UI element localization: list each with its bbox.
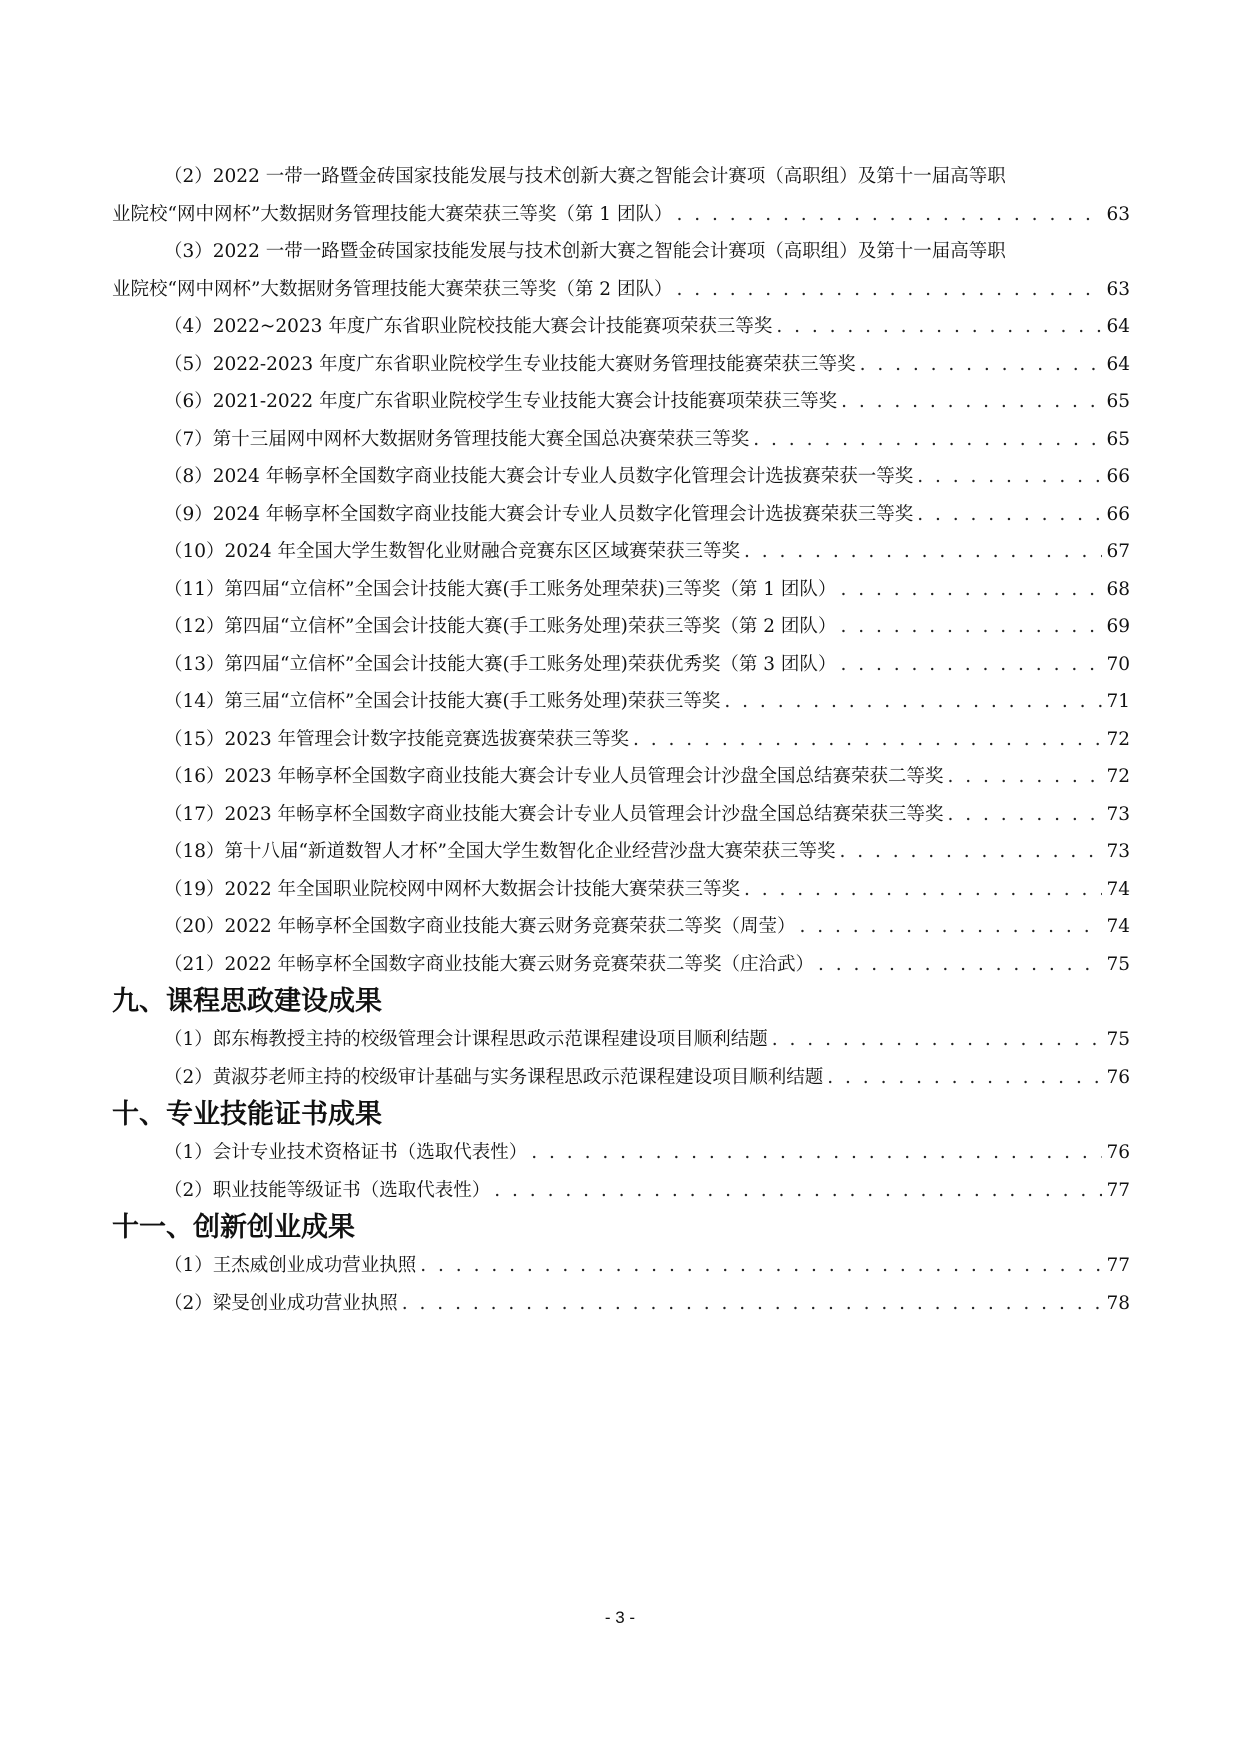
toc-entry-page: 72 (1106, 766, 1130, 787)
dot-leader (676, 196, 1102, 234)
toc-entry-title: （1）会计专业技术资格证书（选取代表性） (164, 1142, 528, 1163)
toc-entry-title: （14）第三届“立信杯”全国会计技能大赛(手工账务处理)荣获三等奖 (164, 691, 721, 712)
toc-entry-title: （5）2022-2023 年度广东省职业院校学生专业技能大赛财务管理技能赛荣获三等奖 (164, 353, 856, 375)
toc-entry[interactable] (112, 871, 1130, 909)
dot-leader (402, 1285, 1103, 1323)
toc-entry-page: 74 (1106, 878, 1130, 900)
page-number: - 3 - (604, 1608, 636, 1627)
dot-leader (841, 383, 1102, 421)
toc-entry-title: （15）2023 年管理会计数字技能竞赛选拔赛荣获三等奖 (164, 728, 630, 750)
dot-leader (827, 1059, 1102, 1097)
dot-leader (724, 683, 1102, 721)
toc-entry-title: （8）2024 年畅享杯全国数字商业技能大赛会计专业人员数字化管理会计选拔赛荣获一等奖 (164, 466, 914, 487)
toc-entry-title-line2: 业院校“网中网杯”大数据财务管理技能大赛荣获三等奖（第 2 团队） (112, 278, 673, 300)
toc-entry[interactable] (112, 421, 1130, 459)
toc-entry-page: 75 (1106, 953, 1130, 975)
toc-entry-page: 73 (1106, 803, 1130, 825)
dot-leader (948, 758, 1103, 796)
dot-leader (776, 308, 1102, 346)
toc-entry-page: 73 (1106, 841, 1130, 862)
dot-leader (772, 1021, 1103, 1059)
toc-entry[interactable] (112, 233, 1130, 308)
toc-entry-page: 75 (1106, 1029, 1130, 1050)
toc-entry-page: 64 (1106, 353, 1130, 375)
toc-entry-page: 63 (1106, 203, 1130, 225)
toc-entry-page: 76 (1106, 1142, 1130, 1163)
dot-leader (744, 871, 1102, 909)
toc-entry-title: （4）2022~2023 年度广东省职业院校技能大赛会计技能赛项荣获三等奖 (164, 316, 773, 337)
section-heading[interactable]: 九、课程思政建设成果 (112, 986, 382, 1017)
toc-entry-title: （10）2024 年全国大学生数智化业财融合竞赛东区区域赛荣获三等奖 (164, 541, 741, 562)
dot-leader (753, 421, 1102, 459)
toc-entry-page: 63 (1106, 278, 1130, 300)
dot-leader (860, 346, 1103, 384)
toc-entry-page: 77 (1106, 1255, 1130, 1276)
toc-entry[interactable] (112, 383, 1130, 421)
toc-entry-page: 68 (1106, 578, 1130, 600)
dot-leader (840, 608, 1102, 646)
toc-entry[interactable] (112, 496, 1130, 534)
dot-leader (917, 496, 1102, 534)
toc-entry[interactable] (112, 796, 1130, 834)
toc-entry-title: （9）2024 年畅享杯全国数字商业技能大赛会计专业人员数字化管理会计选拔赛荣获三等奖 (164, 503, 914, 525)
toc-entry-title: （7）第十三届网中网杯大数据财务管理技能大赛全国总决赛荣获三等奖 (164, 428, 750, 450)
toc-entry-title: （6）2021-2022 年度广东省职业院校学生专业技能大赛会计技能赛项荣获三等奖 (164, 391, 838, 412)
toc-entry-title: （20）2022 年畅享杯全国数字商业技能大赛云财务竞赛荣获二等奖（周莹） (164, 916, 796, 937)
toc-entry[interactable] (112, 1247, 1130, 1285)
toc-entry[interactable] (112, 721, 1130, 759)
toc-entry-page: 69 (1106, 616, 1130, 637)
toc-entry[interactable] (112, 833, 1130, 871)
toc-entry[interactable] (112, 571, 1130, 609)
toc-entry[interactable] (112, 608, 1130, 646)
toc-entry-title: （11）第四届“立信杯”全国会计技能大赛(手工账务处理荣获)三等奖（第 1 团队） (164, 578, 837, 600)
toc-entry[interactable] (112, 346, 1130, 384)
dot-leader (633, 721, 1102, 759)
toc-entry-title: （2）职业技能等级证书（选取代表性） (164, 1179, 491, 1201)
toc-entry[interactable] (112, 1134, 1130, 1172)
dot-leader (494, 1172, 1102, 1210)
toc-entry-page: 67 (1106, 541, 1130, 562)
dot-leader (676, 271, 1102, 309)
section-heading[interactable]: 十一、创新创业成果 (112, 1212, 355, 1243)
toc-entry[interactable] (112, 946, 1130, 984)
toc-entry[interactable] (112, 1285, 1130, 1323)
toc-entry-page: 66 (1106, 466, 1130, 487)
toc-entry[interactable] (112, 158, 1130, 233)
toc-entry[interactable] (112, 533, 1130, 571)
dot-leader (917, 458, 1102, 496)
toc-entry[interactable] (112, 458, 1130, 496)
toc-entry[interactable] (112, 758, 1130, 796)
dot-leader (840, 571, 1102, 609)
toc-entry-title: （2）黄淑芬老师主持的校级审计基础与实务课程思政示范课程建设项目顺利结题 (164, 1066, 824, 1088)
section-heading[interactable]: 十、专业技能证书成果 (112, 1099, 382, 1130)
toc-entry-page: 77 (1106, 1179, 1130, 1201)
toc-entry-page: 74 (1106, 916, 1130, 937)
toc-entry-title: （16）2023 年畅享杯全国数字商业技能大赛会计专业人员管理会计沙盘全国总结赛荣获二等奖 (164, 766, 944, 787)
toc-entry-page: 76 (1106, 1066, 1130, 1088)
toc-entry-page: 65 (1106, 428, 1130, 450)
toc-entry-title: （19）2022 年全国职业院校网中网杯大数据会计技能大赛荣获三等奖 (164, 878, 741, 900)
dot-leader (839, 833, 1102, 871)
toc-entry-title: （1）王杰威创业成功营业执照 (164, 1255, 417, 1276)
toc-entry[interactable] (112, 908, 1130, 946)
dot-leader (531, 1134, 1102, 1172)
dot-leader (800, 908, 1103, 946)
toc-entry[interactable] (112, 683, 1130, 721)
toc-entry-title-line2: 业院校“网中网杯”大数据财务管理技能大赛荣获三等奖（第 1 团队） (112, 203, 673, 225)
table-of-contents (112, 158, 1130, 1322)
toc-entry-title: （2）梁旻创业成功营业执照 (164, 1292, 398, 1314)
toc-entry-page: 78 (1106, 1292, 1130, 1314)
toc-entry[interactable] (112, 646, 1130, 684)
toc-entry-title: （21）2022 年畅享杯全国数字商业技能大赛云财务竞赛荣获二等奖（庄洽武） (164, 953, 815, 975)
toc-entry-page: 72 (1106, 728, 1130, 750)
toc-entry-title: （17）2023 年畅享杯全国数字商业技能大赛会计专业人员管理会计沙盘全国总结赛荣获三等奖 (164, 803, 944, 825)
toc-entry-title: （12）第四届“立信杯”全国会计技能大赛(手工账务处理)荣获三等奖（第 2 团队） (164, 616, 837, 637)
toc-entry[interactable] (112, 1021, 1130, 1059)
toc-entry[interactable] (112, 1172, 1130, 1210)
toc-entry-page: 71 (1106, 691, 1130, 712)
toc-entry-page: 66 (1106, 503, 1130, 525)
toc-entry-title-line1: （2）2022 一带一路暨金砖国家技能发展与技术创新大赛之智能会计赛项（高职组）及第十一届高等职 (164, 166, 1006, 187)
dot-leader (948, 796, 1103, 834)
toc-entry-title: （18）第十八届“新道数智人才杯”全国大学生数智化企业经营沙盘大赛荣获三等奖 (164, 841, 836, 862)
dot-leader (744, 533, 1102, 571)
toc-entry-title: （13）第四届“立信杯”全国会计技能大赛(手工账务处理)荣获优秀奖（第 3 团队） (164, 653, 837, 675)
dot-leader (818, 946, 1102, 984)
toc-entry[interactable] (112, 1059, 1130, 1097)
dot-leader (420, 1247, 1102, 1285)
toc-entry-title-line1: （3）2022 一带一路暨金砖国家技能发展与技术创新大赛之智能会计赛项（高职组）及第十一届高等职 (164, 241, 1006, 262)
toc-entry[interactable] (112, 308, 1130, 346)
toc-entry-page: 64 (1106, 316, 1130, 337)
toc-entry-page: 65 (1106, 391, 1130, 412)
dot-leader (840, 646, 1102, 684)
toc-entry-title: （1）郎东梅教授主持的校级管理会计课程思政示范课程建设项目顺利结题 (164, 1029, 768, 1050)
toc-entry-page: 70 (1106, 653, 1130, 675)
